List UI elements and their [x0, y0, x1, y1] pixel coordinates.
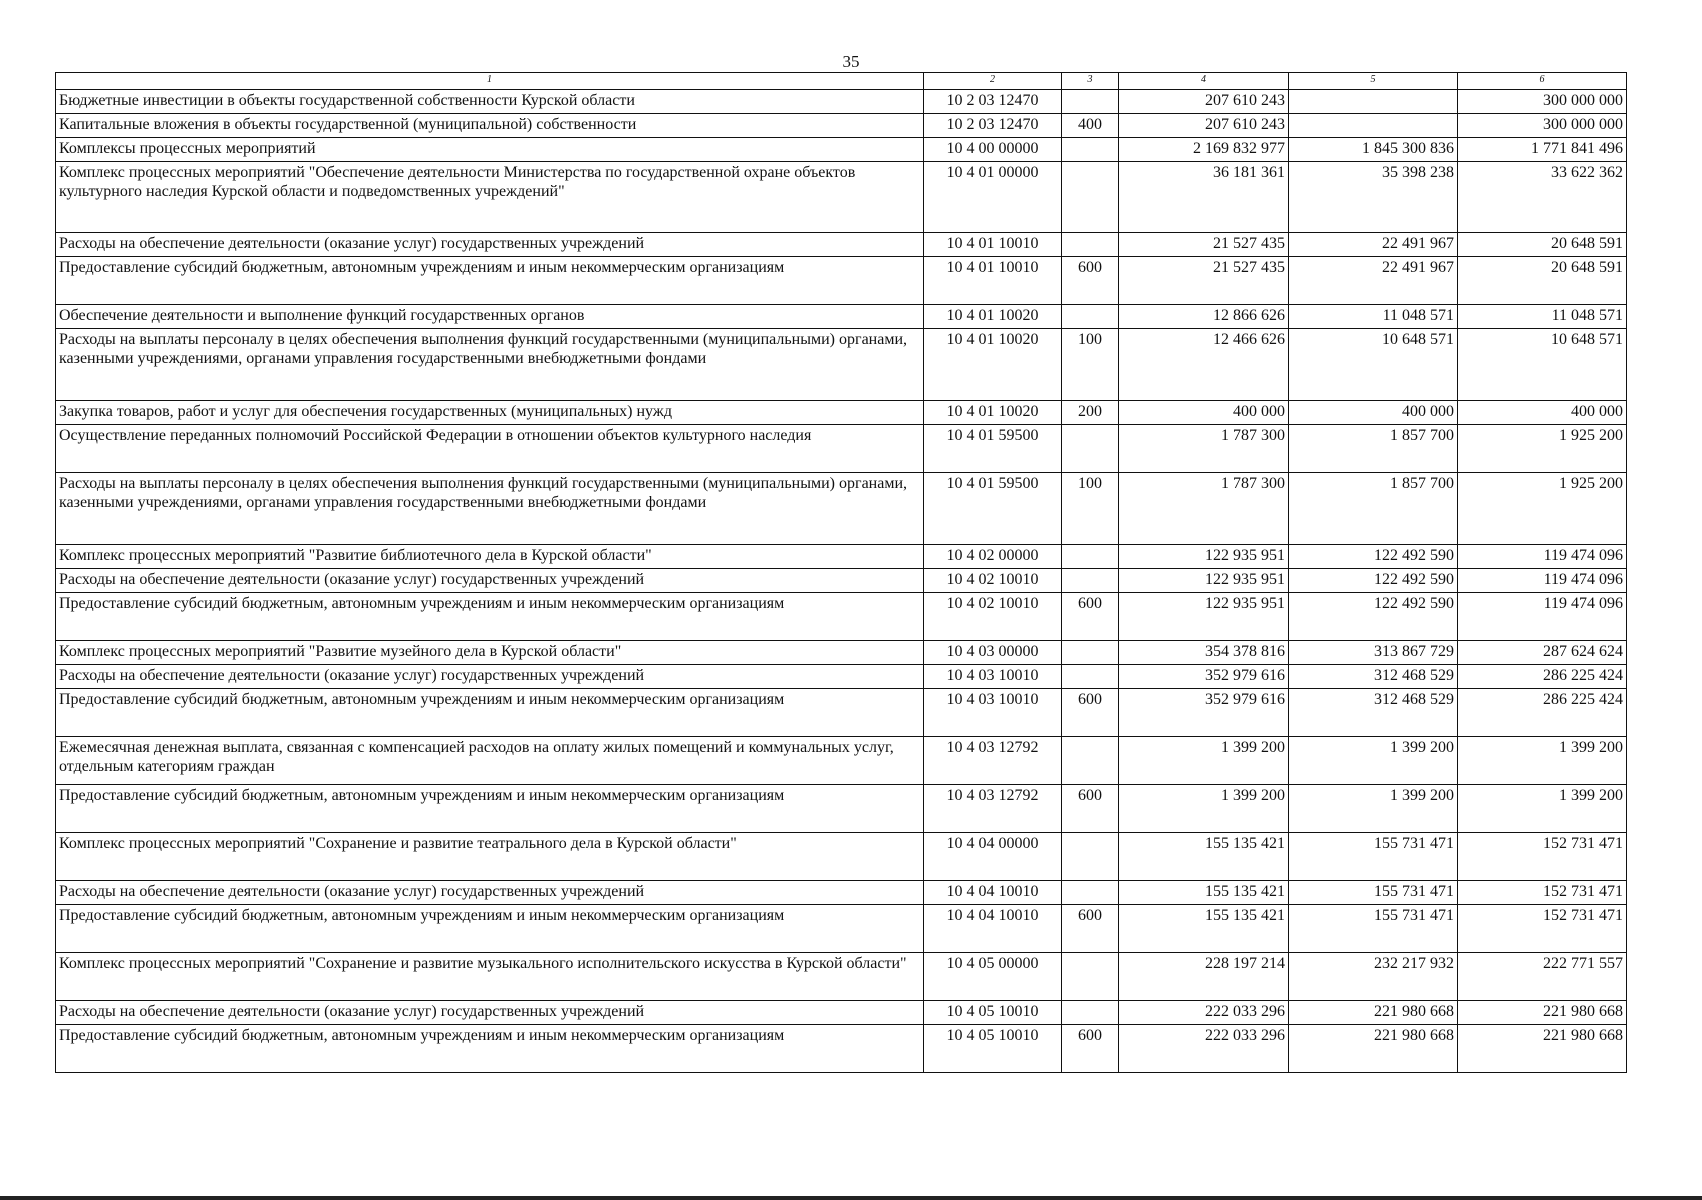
row-value-col6-cell: 152 731 471 [1458, 905, 1627, 953]
row-value-col5-cell [1289, 90, 1458, 114]
row-name-cell: Предоставление субсидий бюджетным, автономным учреждениям и иным некоммерческим организациям [56, 785, 924, 833]
row-value-col5-cell: 155 731 471 [1289, 881, 1458, 905]
row-expense-type-cell: 100 [1062, 473, 1119, 545]
row-code-cell: 10 4 04 10010 [924, 881, 1062, 905]
table-row [56, 401, 1627, 425]
row-value-col4-cell: 122 935 951 [1119, 593, 1289, 641]
budget-table [55, 72, 1627, 1073]
row-expense-type-cell [1062, 545, 1119, 569]
row-value-col5-cell: 155 731 471 [1289, 905, 1458, 953]
table-row [56, 329, 1627, 401]
row-value-col4-cell: 207 610 243 [1119, 90, 1289, 114]
row-name-cell: Комплекс процессных мероприятий "Развитие музейного дела в Курской области" [56, 641, 924, 665]
row-value-col4-cell: 122 935 951 [1119, 545, 1289, 569]
row-value-col6-cell: 286 225 424 [1458, 689, 1627, 737]
row-expense-type-cell [1062, 881, 1119, 905]
table-row [56, 953, 1627, 1001]
row-expense-type-cell [1062, 233, 1119, 257]
row-name-cell: Закупка товаров, работ и услуг для обеспечения государственных (муниципальных) нужд [56, 401, 924, 425]
table-row [56, 545, 1627, 569]
row-code-cell: 10 4 05 10010 [924, 1025, 1062, 1073]
row-expense-type-cell: 600 [1062, 1025, 1119, 1073]
row-value-col6-cell: 300 000 000 [1458, 90, 1627, 114]
row-value-col4-cell: 222 033 296 [1119, 1025, 1289, 1073]
column-header-5: 5 [1289, 73, 1458, 90]
row-value-col4-cell: 21 527 435 [1119, 257, 1289, 305]
row-value-col6-cell: 1 399 200 [1458, 737, 1627, 785]
row-value-col6-cell: 33 622 362 [1458, 162, 1627, 233]
row-expense-type-cell [1062, 425, 1119, 473]
row-value-col5-cell: 400 000 [1289, 401, 1458, 425]
row-value-col6-cell: 119 474 096 [1458, 593, 1627, 641]
row-name-cell: Расходы на выплаты персоналу в целях обеспечения выполнения функций государственными (муниципальными) органами, казенными учреждениями, органами управления государственными внебюджетными фондами [56, 329, 924, 401]
row-code-cell: 10 4 01 10020 [924, 401, 1062, 425]
row-value-col4-cell: 155 135 421 [1119, 881, 1289, 905]
row-value-col5-cell: 122 492 590 [1289, 545, 1458, 569]
row-name-cell: Предоставление субсидий бюджетным, автономным учреждениям и иным некоммерческим организациям [56, 905, 924, 953]
row-value-col5-cell: 35 398 238 [1289, 162, 1458, 233]
row-value-col4-cell: 1 787 300 [1119, 473, 1289, 545]
table-row [56, 233, 1627, 257]
table-row [56, 881, 1627, 905]
row-value-col5-cell: 221 980 668 [1289, 1001, 1458, 1025]
row-code-cell: 10 4 03 12792 [924, 737, 1062, 785]
row-expense-type-cell [1062, 953, 1119, 1001]
row-expense-type-cell: 100 [1062, 329, 1119, 401]
row-value-col6-cell: 119 474 096 [1458, 545, 1627, 569]
row-code-cell: 10 2 03 12470 [924, 90, 1062, 114]
row-name-cell: Расходы на обеспечение деятельности (оказание услуг) государственных учреждений [56, 233, 924, 257]
row-name-cell: Расходы на выплаты персоналу в целях обеспечения выполнения функций государственными (муниципальными) органами, казенными учреждениями, органами управления государственными внебюджетными фондами [56, 473, 924, 545]
row-expense-type-cell [1062, 737, 1119, 785]
table-row [56, 138, 1627, 162]
row-code-cell: 10 4 01 10020 [924, 329, 1062, 401]
row-name-cell: Расходы на обеспечение деятельности (оказание услуг) государственных учреждений [56, 1001, 924, 1025]
row-expense-type-cell [1062, 138, 1119, 162]
row-expense-type-cell [1062, 641, 1119, 665]
column-header-3: 3 [1062, 73, 1119, 90]
row-code-cell: 10 4 03 10010 [924, 689, 1062, 737]
row-value-col4-cell: 400 000 [1119, 401, 1289, 425]
row-value-col4-cell: 122 935 951 [1119, 569, 1289, 593]
column-header-1: 1 [56, 73, 924, 90]
row-expense-type-cell [1062, 1001, 1119, 1025]
row-value-col6-cell: 287 624 624 [1458, 641, 1627, 665]
row-name-cell: Комплекс процессных мероприятий "Сохранение и развитие музыкального исполнительского искусства в Курской области" [56, 953, 924, 1001]
row-value-col6-cell: 400 000 [1458, 401, 1627, 425]
row-expense-type-cell: 200 [1062, 401, 1119, 425]
row-expense-type-cell [1062, 305, 1119, 329]
row-value-col6-cell: 10 648 571 [1458, 329, 1627, 401]
row-expense-type-cell: 400 [1062, 114, 1119, 138]
row-name-cell: Комплекс процессных мероприятий "Обеспечение деятельности Министерства по государственной охране объектов культурного наследия Курской области и подведомственных учреждений" [56, 162, 924, 233]
page-number: 35 [842, 52, 860, 71]
row-name-cell: Комплекс процессных мероприятий "Сохранение и развитие театрального дела в Курской области" [56, 833, 924, 881]
row-name-cell: Комплексы процессных мероприятий [56, 138, 924, 162]
row-value-col6-cell: 221 980 668 [1458, 1025, 1627, 1073]
row-value-col4-cell: 12 466 626 [1119, 329, 1289, 401]
row-code-cell: 10 4 02 10010 [924, 593, 1062, 641]
row-value-col4-cell: 155 135 421 [1119, 905, 1289, 953]
row-expense-type-cell [1062, 833, 1119, 881]
row-value-col4-cell: 21 527 435 [1119, 233, 1289, 257]
row-value-col4-cell: 1 787 300 [1119, 425, 1289, 473]
row-expense-type-cell [1062, 162, 1119, 233]
row-value-col5-cell: 122 492 590 [1289, 593, 1458, 641]
row-value-col4-cell: 222 033 296 [1119, 1001, 1289, 1025]
column-number-row [56, 73, 1627, 90]
table-row [56, 425, 1627, 473]
row-value-col5-cell: 10 648 571 [1289, 329, 1458, 401]
table-row [56, 114, 1627, 138]
budget-table-container [55, 72, 1626, 1073]
row-name-cell: Ежемесячная денежная выплата, связанная с компенсацией расходов на оплату жилых помещений и коммунальных услуг, отдельным категориям граждан [56, 737, 924, 785]
table-row [56, 593, 1627, 641]
table-row [56, 905, 1627, 953]
row-value-col6-cell: 300 000 000 [1458, 114, 1627, 138]
table-row [56, 162, 1627, 233]
row-value-col5-cell: 313 867 729 [1289, 641, 1458, 665]
row-value-col4-cell: 12 866 626 [1119, 305, 1289, 329]
row-value-col5-cell: 122 492 590 [1289, 569, 1458, 593]
row-expense-type-cell: 600 [1062, 593, 1119, 641]
row-code-cell: 10 4 01 10010 [924, 233, 1062, 257]
row-value-col4-cell: 1 399 200 [1119, 737, 1289, 785]
row-expense-type-cell: 600 [1062, 785, 1119, 833]
row-code-cell: 10 2 03 12470 [924, 114, 1062, 138]
row-value-col5-cell: 1 857 700 [1289, 425, 1458, 473]
row-code-cell: 10 4 05 00000 [924, 953, 1062, 1001]
table-row [56, 257, 1627, 305]
row-expense-type-cell: 600 [1062, 905, 1119, 953]
row-value-col6-cell: 20 648 591 [1458, 257, 1627, 305]
row-value-col4-cell: 2 169 832 977 [1119, 138, 1289, 162]
table-row [56, 473, 1627, 545]
row-value-col5-cell: 22 491 967 [1289, 257, 1458, 305]
column-header-6: 6 [1458, 73, 1627, 90]
row-expense-type-cell: 600 [1062, 257, 1119, 305]
column-header-4: 4 [1119, 73, 1289, 90]
row-name-cell: Комплекс процессных мероприятий "Развитие библиотечного дела в Курской области" [56, 545, 924, 569]
row-code-cell: 10 4 01 10020 [924, 305, 1062, 329]
row-value-col5-cell: 155 731 471 [1289, 833, 1458, 881]
row-value-col4-cell: 228 197 214 [1119, 953, 1289, 1001]
column-header-2: 2 [924, 73, 1062, 90]
row-code-cell: 10 4 02 00000 [924, 545, 1062, 569]
row-value-col6-cell: 1 771 841 496 [1458, 138, 1627, 162]
row-value-col4-cell: 207 610 243 [1119, 114, 1289, 138]
table-row [56, 1001, 1627, 1025]
row-value-col6-cell: 20 648 591 [1458, 233, 1627, 257]
row-value-col6-cell: 1 399 200 [1458, 785, 1627, 833]
row-value-col4-cell: 36 181 361 [1119, 162, 1289, 233]
row-value-col5-cell: 1 857 700 [1289, 473, 1458, 545]
row-value-col5-cell: 1 399 200 [1289, 785, 1458, 833]
row-name-cell: Капитальные вложения в объекты государственной (муниципальной) собственности [56, 114, 924, 138]
row-expense-type-cell [1062, 569, 1119, 593]
row-value-col5-cell: 11 048 571 [1289, 305, 1458, 329]
row-value-col5-cell: 312 468 529 [1289, 665, 1458, 689]
row-value-col6-cell: 119 474 096 [1458, 569, 1627, 593]
row-value-col4-cell: 352 979 616 [1119, 665, 1289, 689]
row-expense-type-cell: 600 [1062, 689, 1119, 737]
row-expense-type-cell [1062, 665, 1119, 689]
row-name-cell: Осуществление переданных полномочий Российской Федерации в отношении объектов культурного наследия [56, 425, 924, 473]
table-row [56, 737, 1627, 785]
row-value-col6-cell: 152 731 471 [1458, 881, 1627, 905]
table-row [56, 665, 1627, 689]
table-row [56, 90, 1627, 114]
row-value-col4-cell: 1 399 200 [1119, 785, 1289, 833]
row-value-col6-cell: 1 925 200 [1458, 473, 1627, 545]
row-code-cell: 10 4 04 00000 [924, 833, 1062, 881]
table-row [56, 569, 1627, 593]
bottom-edge-rule [0, 1196, 1702, 1200]
row-value-col5-cell: 232 217 932 [1289, 953, 1458, 1001]
table-row [56, 305, 1627, 329]
table-row [56, 833, 1627, 881]
table-body [56, 90, 1627, 1073]
row-code-cell: 10 4 03 12792 [924, 785, 1062, 833]
row-name-cell: Расходы на обеспечение деятельности (оказание услуг) государственных учреждений [56, 665, 924, 689]
row-value-col6-cell: 1 925 200 [1458, 425, 1627, 473]
table-row [56, 785, 1627, 833]
row-value-col5-cell: 221 980 668 [1289, 1025, 1458, 1073]
row-value-col6-cell: 222 771 557 [1458, 953, 1627, 1001]
row-name-cell: Предоставление субсидий бюджетным, автономным учреждениям и иным некоммерческим организациям [56, 593, 924, 641]
row-code-cell: 10 4 01 59500 [924, 473, 1062, 545]
row-value-col4-cell: 354 378 816 [1119, 641, 1289, 665]
table-row [56, 689, 1627, 737]
row-value-col4-cell: 352 979 616 [1119, 689, 1289, 737]
row-value-col6-cell: 221 980 668 [1458, 1001, 1627, 1025]
table-row [56, 641, 1627, 665]
row-code-cell: 10 4 00 00000 [924, 138, 1062, 162]
row-value-col6-cell: 286 225 424 [1458, 665, 1627, 689]
row-value-col6-cell: 11 048 571 [1458, 305, 1627, 329]
row-name-cell: Расходы на обеспечение деятельности (оказание услуг) государственных учреждений [56, 881, 924, 905]
row-code-cell: 10 4 03 00000 [924, 641, 1062, 665]
row-value-col5-cell: 1 399 200 [1289, 737, 1458, 785]
row-value-col5-cell: 312 468 529 [1289, 689, 1458, 737]
row-value-col5-cell: 1 845 300 836 [1289, 138, 1458, 162]
row-name-cell: Предоставление субсидий бюджетным, автономным учреждениям и иным некоммерческим организациям [56, 689, 924, 737]
row-code-cell: 10 4 02 10010 [924, 569, 1062, 593]
row-name-cell: Бюджетные инвестиции в объекты государственной собственности Курской области [56, 90, 924, 114]
row-code-cell: 10 4 05 10010 [924, 1001, 1062, 1025]
row-name-cell: Предоставление субсидий бюджетным, автономным учреждениям и иным некоммерческим организациям [56, 1025, 924, 1073]
row-code-cell: 10 4 04 10010 [924, 905, 1062, 953]
row-value-col5-cell: 22 491 967 [1289, 233, 1458, 257]
row-expense-type-cell [1062, 90, 1119, 114]
row-code-cell: 10 4 01 00000 [924, 162, 1062, 233]
row-name-cell: Предоставление субсидий бюджетным, автономным учреждениям и иным некоммерческим организациям [56, 257, 924, 305]
row-code-cell: 10 4 01 10010 [924, 257, 1062, 305]
row-code-cell: 10 4 03 10010 [924, 665, 1062, 689]
row-name-cell: Обеспечение деятельности и выполнение функций государственных органов [56, 305, 924, 329]
row-name-cell: Расходы на обеспечение деятельности (оказание услуг) государственных учреждений [56, 569, 924, 593]
row-value-col5-cell [1289, 114, 1458, 138]
row-value-col4-cell: 155 135 421 [1119, 833, 1289, 881]
table-row [56, 1025, 1627, 1073]
row-value-col6-cell: 152 731 471 [1458, 833, 1627, 881]
row-code-cell: 10 4 01 59500 [924, 425, 1062, 473]
